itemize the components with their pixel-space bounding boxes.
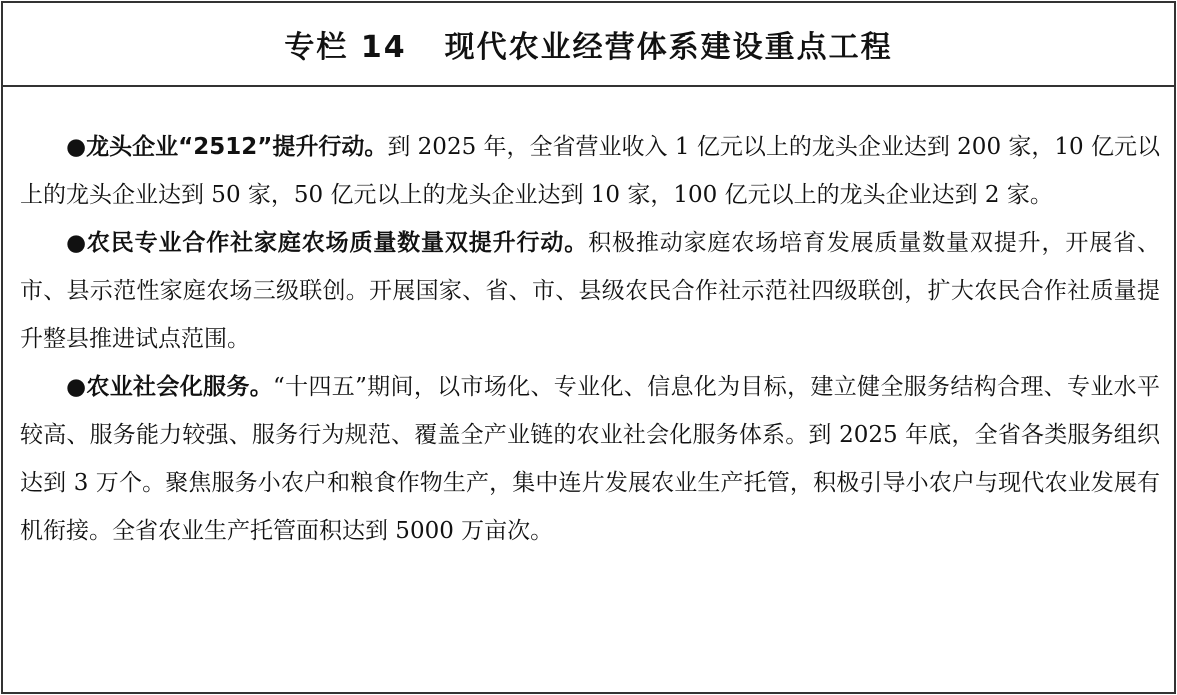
column-content [20,123,1160,555]
paragraph-heading: ●龙头企业“2512”提升行动。 [66,134,388,160]
column-title-text: 现代农业经营体系建设重点工程 [444,30,893,65]
paragraph-cooperatives [20,219,1160,363]
paragraph-body: “十四五”期间，以市场化、专业化、信息化为目标，建立健全服务结构合理、专业水平较高、服务能力较强、服务行为规范、覆盖全产业链的农业社会化服务体系。到 2025 年底，全省各类服务组织达到 3 万个。聚焦服务小农户和粮食作物生产，集中连片发展农业生产托管，积极引导小农户与现代农业发展有机衔接。全省农业生产托管面积达到 5000 万亩次。 [20,374,1160,544]
title-bar [3,3,1174,87]
paragraph-heading: ●农民专业合作社家庭农场质量数量双提升行动。 [66,230,589,256]
column-number: 专栏 14 [284,30,407,65]
paragraph-heading: ●农业社会化服务。 [66,374,274,400]
paragraph-body: 到 2025 年，全省营业收入 1 亿元以上的龙头企业达到 200 家，10 亿元以上的龙头企业达到 50 家，50 亿元以上的龙头企业达到 10 家，100 亿元以上的龙头企业达到 2 家。 [20,134,1160,208]
paragraph-socialized-services [20,363,1160,555]
column-title [284,22,892,66]
paragraph-leading-enterprises [20,123,1160,219]
paragraph-body: 积极推动家庭农场培育发展质量数量双提升，开展省、市、县示范性家庭农场三级联创。开展国家、省、市、县级农民合作社示范社四级联创，扩大农民合作社质量提升整县推进试点范围。 [20,230,1161,352]
column-box [1,1,1176,694]
